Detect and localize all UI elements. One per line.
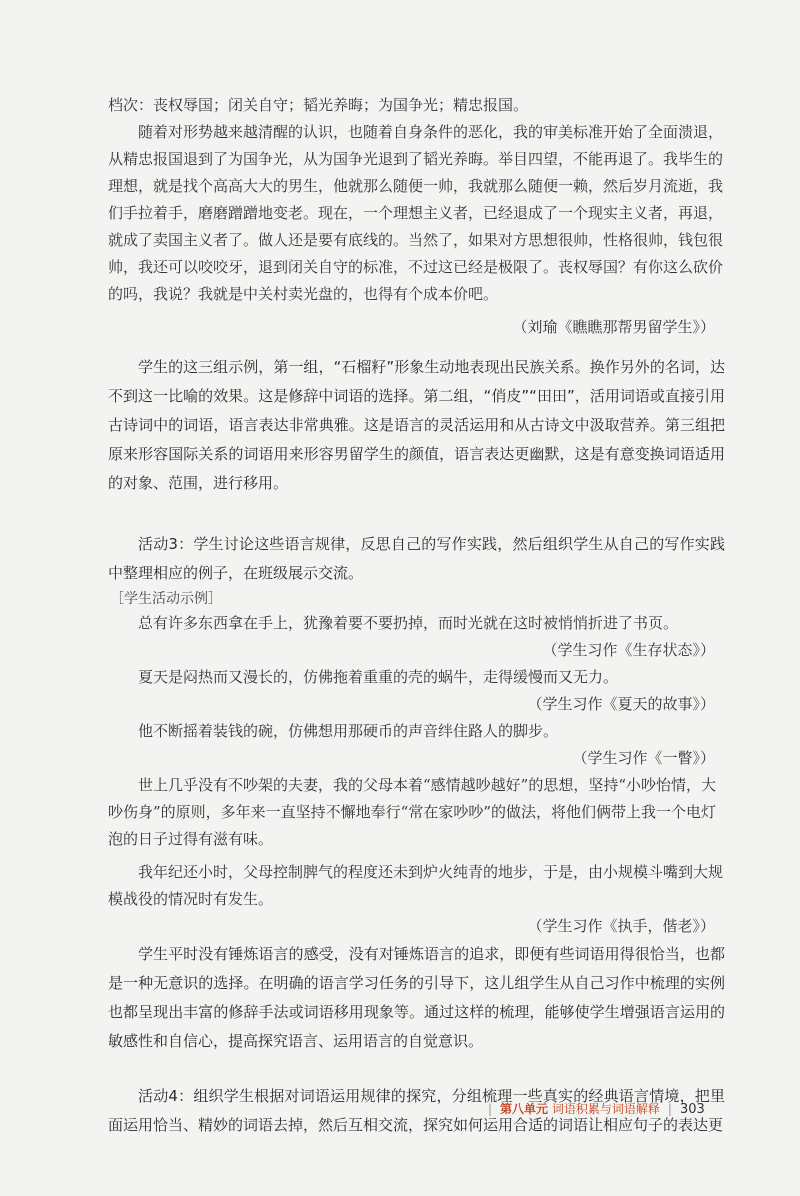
analysis-paragraph: 学生的这三组示例，第一组，“石榴籽”形象生动地表现出民族关系。换作另外的名词，达不到这一比喻的效果。这是修辞中词语的选择。第二组，“俏皮”“田田”，活用词语或直接引用古诗词中的词语，语言表达非常典雅。这是语言的灵活运用和从古诗文中汲取营养。第三组把原来形容国际关系的词语用来形容男留学生的颜值，语言表达更幽默，这是有意变换词语适用的对象、范围，进行移用。 (108, 358, 725, 492)
example-1: 总有许多东西拿在手上，犹豫着要不要扔掉，而时光就在这时被悄悄折进了书页。 (138, 614, 679, 632)
activity-3: 活动3：学生讨论这些语言规律，反思自己的写作实践，然后组织学生从自己的写作实践中整理相应的例子，在班级展示交流。 (108, 535, 725, 582)
ranking-line: 档次：丧权辱国；闭关自守；韬光养晦；为国争光；精忠报国。 (108, 96, 529, 114)
footer-divider: | (488, 1102, 493, 1116)
quoted-passage: 随着对形势越来越清醒的认识，也随着自身条件的恶化，我的审美标准开始了全面溃退，从精忠报国退到了为国争光，从为国争光退到了韬光养晦。举目四望，不能再退了。我毕生的理想，就是找个高高大大的男生，他就那么随便一帅，我就那么随便一赖，然后岁月流逝，我们手拉着手，磨磨蹭蹭地变老。现在，一个理想主义者，已经退成了一个现实主义者，再退，就成了卖国主义者了。做人还是要有底线的。当然了，如果对方思想很帅，性格很帅，钱包很帅，我还可以咬咬牙，退到闭关自守的标准，不过这已经是极限了。丧权辱国？有你这么砍价的吗，我说？我就是中关村卖光盘的，也得有个成本价吧。 (108, 123, 724, 303)
example-tag: ［学生活动示例］ (110, 591, 222, 607)
example-3-attribution: （学生习作《一瞥》） (572, 749, 715, 767)
footer-divider-2: | (667, 1102, 672, 1116)
activity-4: 活动4：组织学生根据对词语运用规律的探究，分组梳理一些真实的经典语言情境，把里面运用恰当、精妙的词语去掉，然后互相交流，探究如何运用合适的词语让相应句子的表达更 (108, 1087, 725, 1134)
example-5: 我年纪还小时，父母控制脾气的程度还未到炉火纯青的地步，于是，由小规模斗嘴到大规模战役的情况时有发生。 (108, 863, 724, 908)
footer-unit: 第八单元 (500, 1102, 549, 1116)
example-3: 他不断摇着装钱的碗，仿佛想用那硬币的声音绊住路人的脚步。 (138, 722, 559, 740)
passage-attribution: （刘瑜《瞧瞧那帮男留学生》） (512, 318, 715, 336)
example-5-attribution: （学生习作《执手，偕老》） (527, 917, 715, 935)
page-number: 303 (679, 1102, 705, 1117)
page-footer (480, 1100, 740, 1117)
example-1-attribution: （学生习作《生存状态》） (542, 641, 715, 659)
example-2: 夏天是闷热而又漫长的，仿佛拖着重重的壳的蜗牛，走得缓慢而又无力。 (138, 668, 619, 686)
example-2-attribution: （学生习作《夏天的故事》） (527, 695, 715, 713)
footer-title: 词语积累与词语解释 (551, 1102, 660, 1116)
page-body (108, 92, 725, 1140)
example-4: 世上几乎没有不吵架的夫妻，我的父母本着“感情越吵越好”的思想，坚持“小吵怡情，大吵伤身”的原则，多年来一直坚持不懈地奉行“常在家吵吵”的做法，将他们俩带上我一个电灯泡的日子过得有滋有味。 (108, 776, 717, 848)
reflection-paragraph: 学生平时没有锤炼语言的感受，没有对锤炼语言的追求，即便有些词语用得很恰当，也都是一种无意识的选择。在明确的语言学习任务的引导下，这儿组学生从自己习作中梳理的实例也都呈现出丰富的修辞手法或词语移用现象等。通过这样的梳理，能够使学生增强语言运用的敏感性和自信心，提高探究语言、运用语言的自觉意识。 (108, 945, 725, 1050)
